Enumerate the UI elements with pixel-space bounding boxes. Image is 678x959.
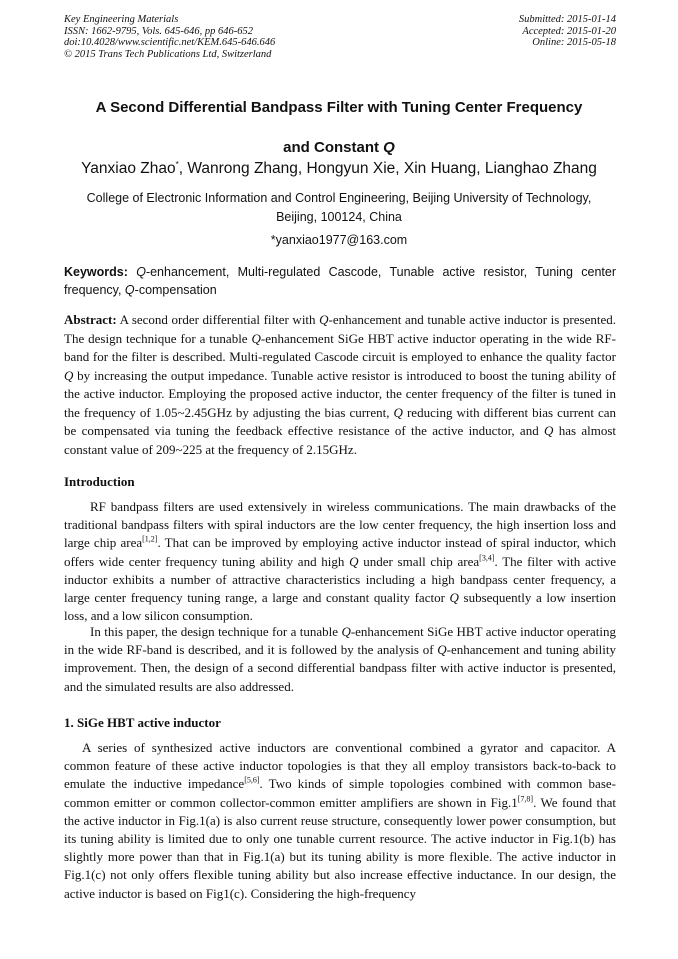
abstract-label: Abstract: — [64, 312, 117, 327]
paragraph-text: subsequently a low insertion loss, and a low silicon consumption. — [64, 590, 616, 624]
q-symbol: Q — [544, 423, 554, 438]
paragraph-text: In this paper, the design technique for a tunable — [90, 624, 342, 639]
q-symbol: Q — [251, 330, 261, 346]
paragraph-text: . Two kinds of simple topologies combined with common base-common emitter or common collector-common emitter amplifiers are shown in Fig.1 — [64, 776, 616, 810]
keyword-text: -enhancement, Multi-regulated Cascode, Tunable active resistor, Tuning center frequency, — [64, 265, 616, 297]
paragraph-text: -enhancement and tuning ability improvement. Then, the design of a second differential bandpass filter with active inductor is presented, and the simulated results are also addressed. — [64, 642, 616, 694]
citation: [7,8] — [517, 794, 534, 804]
paragraph-text: A series of synthesized active inductors are conventional combined a gyrator and capacitor. A common feature of these active inductor topologies is that they all employ transistors back-to-back to emulate the inductive impedance — [64, 740, 616, 792]
paragraph-text: under small chip area — [358, 553, 480, 569]
abstract-text: -enhancement SiGe HBT active inductor operating in the wide RF-band for the filter is described. Multi-regulated Cascode circuit is employed to enhance the quality factor — [64, 330, 616, 364]
citation: [3,4] — [479, 553, 495, 563]
q-symbol: Q — [437, 642, 447, 658]
journal-name: Key Engineering Materials — [64, 14, 179, 25]
abstract-text: has almost constant value of 209~225 at the frequency of 2.15GHz. — [64, 423, 617, 457]
author-email: *yanxiao1977@163.com — [270, 233, 408, 247]
q-symbol: Q — [349, 553, 359, 569]
keyword-q: Q — [136, 265, 146, 279]
abstract-text: reducing with different bias current can be compensated via tuning the feedback effective resistance of the active inductor, and — [64, 404, 616, 438]
title-line-2: and Constant — [283, 139, 384, 156]
keyword-q: Q — [124, 283, 135, 297]
affiliation-line-2: Beijing, 100124, China — [276, 210, 402, 224]
intro-paragraph-2 — [64, 623, 616, 696]
other-authors: , Wanrong Zhang, Hongyun Xie, Xin Huang, Lianghao Zhang — [178, 160, 597, 177]
online-date: Online: 2015-05-18 — [532, 37, 616, 48]
citation: [5,6] — [244, 776, 260, 786]
paragraph-text: RF bandpass filters are used extensively in wireless communications. The main drawbacks of the traditional bandpass filters with spiral inductors are the low center frequency, the high insertion loss and large chip area — [64, 499, 616, 551]
section1-paragraph — [64, 739, 616, 903]
corresponding-mark: * — [175, 159, 179, 169]
section-heading-1: 1. SiGe HBT active inductor — [64, 715, 221, 730]
q-symbol: Q — [449, 590, 459, 606]
accepted-date: Accepted: 2015-01-20 — [522, 25, 616, 37]
keyword-text: -compensation — [134, 283, 217, 297]
affiliation — [64, 189, 614, 227]
abstract-text: A second order differential filter with — [116, 312, 320, 327]
issn-line: ISSN: 1662-9795, Vols. 645-646, pp 646-652 — [64, 25, 253, 37]
doi-line: doi:10.4028/www.scientific.net/KEM.645-646.646 — [64, 37, 276, 48]
q-symbol: Q — [341, 624, 351, 639]
section-heading-introduction: Introduction — [64, 474, 135, 489]
q-symbol: Q — [393, 404, 403, 420]
affiliation-line-1: College of Electronic Information and Control Engineering, Beijing University of Technology, — [86, 191, 592, 205]
first-author: Yanxiao Zhao — [81, 160, 176, 177]
paragraph-text: . We found that the active inductor in Fig.1(a) is also current reuse structure, consequently lower power consumption, but its tuning ability is limited due to only one tunable current resource. The active inductor in Fig.1(b) has slightly more power than that in Fig.1(a) but its tuning ability is more flexible. The active inductor in Fig.1(c) not only offers flexible tuning ability but also increase effective inductance. In our design, the active inductor is based on Fig1(c). Considering the high-frequency — [64, 794, 616, 901]
abstract-text: by increasing the output impedance. Tunable active resistor is introduced to boost the tuning ability of the active inductor. Employing the proposed active inductor, the center frequency of the filter is tuned in the frequency of 1.05~2.45GHz by adjusting the bias current, — [64, 367, 616, 420]
keywords — [64, 263, 616, 299]
q-symbol: Q — [64, 367, 74, 383]
submitted-date: Submitted: 2015-01-14 — [518, 14, 616, 25]
paragraph-text: . That can be improved by employing active inductor instead of spiral inductor, which offers wide center frequency tuning ability and high — [64, 535, 616, 569]
keywords-label: Keywords: — [64, 265, 128, 279]
paragraph-text: -enhancement SiGe HBT active inductor operating in the wide RF-band is described, and it is followed by the analysis of — [64, 624, 616, 658]
citation: [1,2] — [142, 535, 158, 545]
copyright-line: © 2015 Trans Tech Publications Ltd, Switzerland — [64, 48, 272, 60]
title-line-1: A Second Differential Bandpass Filter with Tuning Center Frequency — [95, 99, 583, 116]
paragraph-text: . The filter with active inductor exhibits a number of attractive characteristics including a high bandpass center frequency, a large center frequency tuning range, a large and constant quality factor — [64, 553, 616, 606]
intro-paragraph-1 — [64, 498, 616, 625]
journal-info — [64, 14, 275, 60]
abstract — [64, 311, 616, 459]
abstract-text: -enhancement and tunable active inductor is presented. The design technique for a tunable — [64, 312, 616, 346]
title-q-symbol: Q — [383, 139, 395, 156]
author-list — [40, 159, 638, 179]
paper-title — [60, 88, 618, 168]
q-symbol: Q — [319, 312, 329, 327]
dates-info — [519, 14, 616, 49]
